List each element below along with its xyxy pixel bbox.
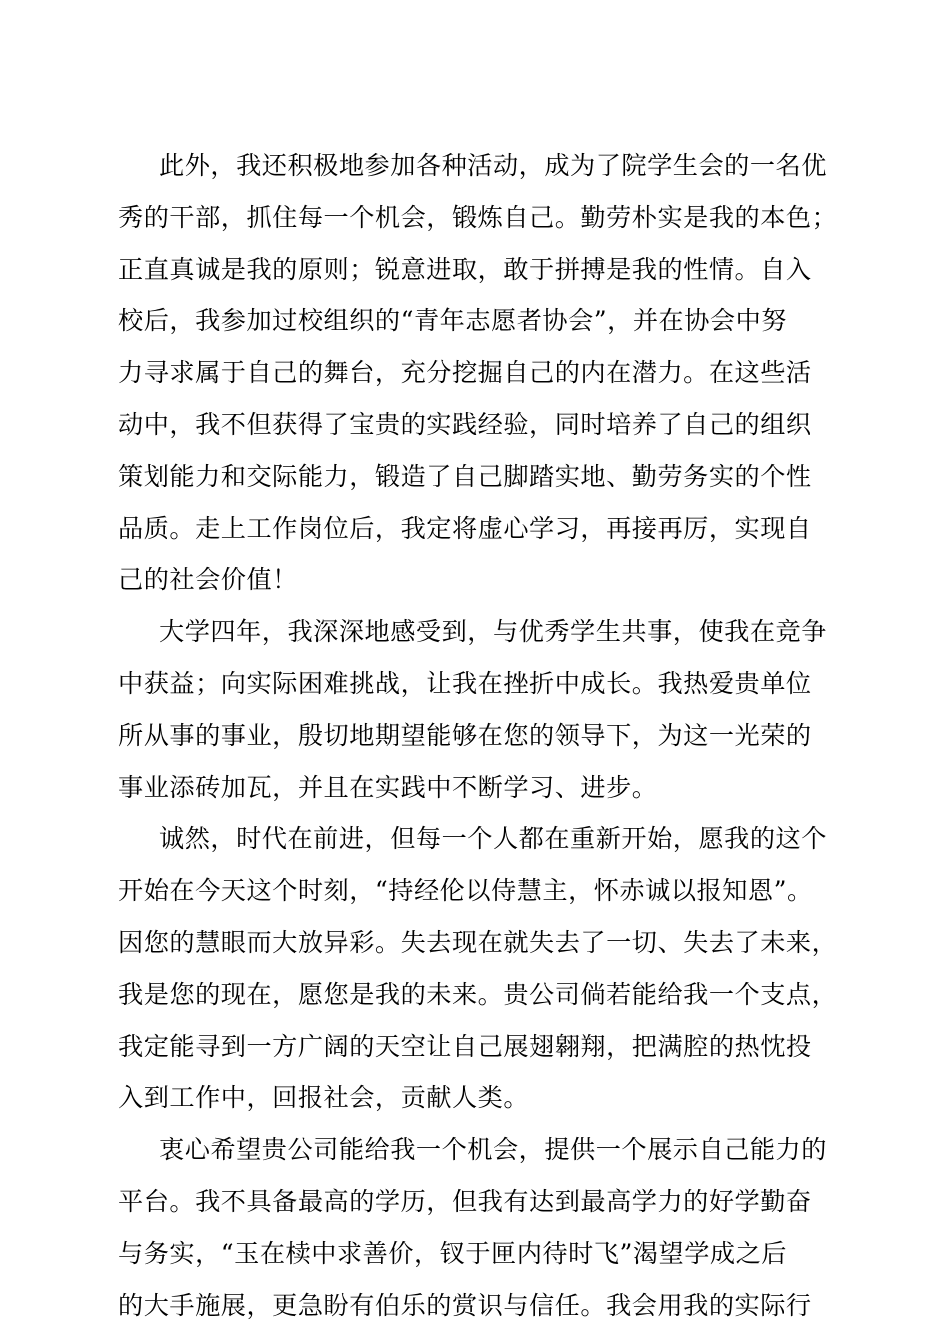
- paragraph-activities: [118, 140, 838, 606]
- text-line: 力寻求属于自己的舞台，充分挖掘自己的内在潜力。在这些活: [118, 358, 812, 388]
- text-line: 事业添砖加瓦，并且在实践中不断学习、进步。: [118, 772, 658, 802]
- text-line: 己的社会价值！: [118, 565, 298, 595]
- text-line: 平台。我不具备最高的学历，但我有达到最高学力的好学勤奋: [118, 1186, 812, 1216]
- text-line: 秀的干部，抓住每一个机会，锻炼自己。勤劳朴实是我的本色；: [118, 202, 838, 232]
- text-line: 因您的慧眼而大放异彩。失去现在就失去了一切、失去了未来，: [118, 927, 838, 957]
- text-line: 入到工作中，回报社会，贡献人类。: [118, 1083, 529, 1113]
- paragraph-new-beginning: [118, 813, 838, 1124]
- text-line: 所从事的事业，殷切地期望能够在您的领导下，为这一光荣的: [118, 720, 812, 750]
- text-line: 动中，我不但获得了宝贵的实践经验，同时培养了自己的组织: [118, 409, 812, 439]
- text-line: 校后，我参加过校组织的“青年志愿者协会”，并在协会中努: [118, 306, 787, 336]
- paragraph-hope: [118, 1124, 838, 1331]
- text-line: 正直真诚是我的原则；锐意进取，敢于拼搏是我的性情。自入: [118, 254, 812, 284]
- text-line: 衷心希望贵公司能给我一个机会，提供一个展示自己能力的: [159, 1135, 827, 1165]
- text-line: 中获益；向实际困难挑战，让我在挫折中成长。我热爱贵单位: [118, 668, 812, 698]
- text-line: 我定能寻到一方广阔的天空让自己展翅翱翔，把满腔的热忱投: [118, 1031, 812, 1061]
- document-body: [118, 140, 838, 1331]
- paragraph-university-years: [118, 606, 838, 813]
- text-line: 我是您的现在，愿您是我的未来。贵公司倘若能给我一个支点，: [118, 979, 838, 1009]
- text-line: 诚然，时代在前进，但每一个人都在重新开始，愿我的这个: [159, 824, 827, 854]
- text-line: 此外，我还积极地参加各种活动，成为了院学生会的一名优: [159, 151, 827, 180]
- text-line: 的大手施展，更急盼有伯乐的赏识与信任。我会用我的实际行: [118, 1290, 812, 1320]
- text-line: 策划能力和交际能力，锻造了自己脚踏实地、勤劳务实的个性: [118, 461, 812, 491]
- text-line: 大学四年，我深深地感受到，与优秀学生共事，使我在竞争: [159, 617, 827, 647]
- text-line: 品质。走上工作岗位后，我定将虚心学习，再接再厉，实现自: [118, 513, 812, 543]
- text-line: 与务实，“玉在椟中求善价，钗于匣内待时飞”渴望学成之后: [118, 1238, 787, 1268]
- text-line: 开始在今天这个时刻，“持经伦以侍慧主，怀赤诚以报知恩”。: [118, 876, 813, 906]
